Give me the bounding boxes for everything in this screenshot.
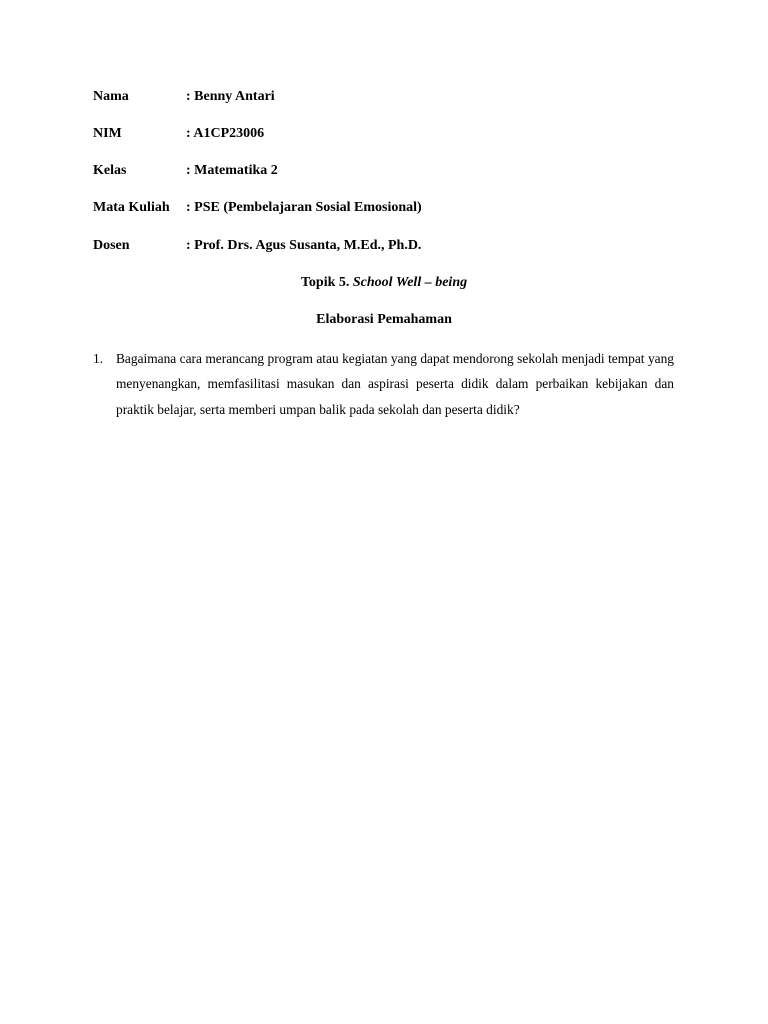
info-label-mata-kuliah: Mata Kuliah	[93, 200, 170, 215]
question-item	[93, 346, 674, 422]
info-row-mata-kuliah	[93, 199, 422, 217]
info-row-nama	[93, 88, 275, 106]
info-label-nama: Nama	[93, 89, 129, 104]
info-value-nama: : Benny Antari	[186, 89, 275, 104]
info-label-kelas: Kelas	[93, 163, 127, 178]
question-text: Bagaimana cara merancang program atau kegiatan yang dapat mendorong sekolah menjadi tempat yang menyenangkan, memfasilitasi masukan dan aspirasi peserta didik dalam perbaikan kebijakan dan praktik belajar, serta memberi umpan balik pada sekolah dan peserta didik?	[116, 351, 674, 417]
info-value-nim: : A1CP23006	[186, 126, 265, 141]
info-row-kelas	[93, 162, 278, 180]
question-number: 1.	[93, 351, 104, 366]
info-label-nim: NIM	[93, 126, 122, 141]
info-value-dosen: : Prof. Drs. Agus Susanta, M.Ed., Ph.D.	[186, 238, 422, 253]
topic-heading	[0, 274, 768, 292]
section-title: Elaborasi Pemahaman	[316, 312, 452, 327]
topic-title: School Well – being	[352, 275, 468, 290]
info-label-dosen: Dosen	[93, 238, 130, 253]
info-row-dosen	[93, 237, 421, 255]
info-value-kelas: : Matematika 2	[186, 163, 278, 178]
info-row-nim	[93, 125, 264, 143]
info-value-mata-kuliah: : PSE (Pembelajaran Sosial Emosional)	[186, 200, 422, 215]
topic-prefix: Topik 5.	[300, 275, 353, 290]
